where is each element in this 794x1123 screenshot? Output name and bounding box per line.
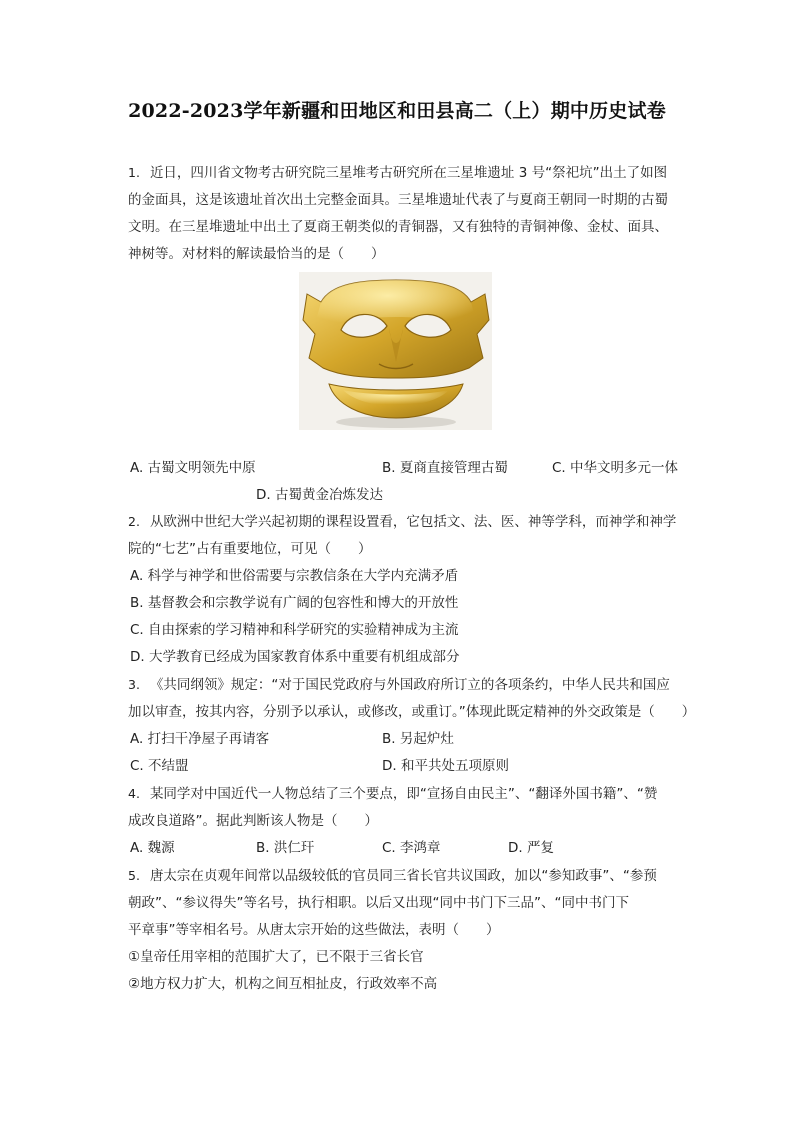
question-1-line-4: 神树等。对材料的解读最恰当的是（ ）	[128, 246, 385, 262]
question-1-option-a: A. 古蜀文明领先中原	[130, 460, 256, 476]
question-1-option-c: C. 中华文明多元一体	[552, 460, 679, 476]
question-5-statement-1: ①皇帝任用宰相的范围扩大了，已不限于三省长官	[128, 949, 424, 965]
gold-mask-image	[299, 272, 492, 430]
question-5-number: 5.	[128, 868, 140, 883]
question-5-line-1	[128, 868, 657, 884]
question-4-option-c: C. 李鸿章	[382, 840, 441, 856]
question-1-line-1	[128, 165, 667, 181]
question-4-option-a: A. 魏源	[130, 840, 175, 856]
question-5-text-1: 唐太宗在贞观年间常以品级较低的官员同三省长官共议国政，加以“参知政事”、“参预	[149, 868, 657, 884]
question-3-line-1	[128, 677, 670, 693]
question-1-option-b: B. 夏商直接管理古蜀	[382, 460, 508, 476]
question-2-option-d: D. 大学教育已经成为国家教育体系中重要有机组成部分	[130, 649, 460, 665]
question-2-option-a: A. 科学与神学和世俗需要与宗教信条在大学内充满矛盾	[130, 568, 459, 584]
question-3-option-d: D. 和平共处五项原则	[382, 758, 509, 774]
question-2-option-c: C. 自由探索的学习精神和科学研究的实验精神成为主流	[130, 622, 459, 638]
gold-mask-illustration	[299, 272, 492, 430]
question-4-text-1: 某同学对中国近代一人物总结了三个要点，即“宣扬自由民主”、“翻译外国书籍”、“赞	[149, 786, 658, 802]
question-3-option-a: A. 打扫干净屋子再请客	[130, 731, 270, 747]
question-4-option-d: D. 严复	[508, 840, 554, 856]
question-4-number: 4.	[128, 786, 140, 801]
question-4-line-2: 成改良道路”。据此判断该人物是（ ）	[128, 813, 378, 829]
question-2-text-1: 从欧洲中世纪大学兴起初期的课程设置看，它包括文、法、医、神等学科，而神学和神学	[149, 514, 677, 530]
question-2-option-b: B. 基督教会和宗教学说有广阔的包容性和博大的开放性	[130, 595, 459, 611]
question-3-line-2: 加以审查，按其内容，分别予以承认，或修改，或重订。”体现此既定精神的外交政策是（ ）	[128, 704, 696, 720]
question-5-line-3: 平章事”等宰相名号。从唐太宗开始的这些做法，表明（ ）	[128, 922, 500, 938]
question-3-option-c: C. 不结盟	[130, 758, 189, 774]
question-3-text-1: 《共同纲领》规定：“对于国民党政府与外国政府所订立的各项条约，中华人民共和国应	[149, 677, 670, 693]
question-2-number: 2.	[128, 514, 140, 529]
question-1-option-d: D. 古蜀黄金冶炼发达	[256, 487, 383, 503]
question-1-line-3: 文明。在三星堆遗址中出土了夏商王朝类似的青铜器，又有独特的青铜神像、金杖、面具、	[128, 219, 668, 235]
question-1-text-1: 近日，四川省文物考古研究院三星堆考古研究所在三星堆遗址 3 号“祭祀坑”出土了如图	[149, 165, 668, 181]
question-1-line-2: 的金面具，这是该遗址首次出土完整金面具。三星堆遗址代表了与夏商王朝同一时期的古蜀	[128, 192, 668, 208]
question-5-line-2: 朝政”、“参议得失”等名号，执行相职。以后又出现“同中书门下三品”、“同中书门下	[128, 895, 629, 911]
question-3-number: 3.	[128, 677, 140, 692]
question-4-line-1	[128, 786, 657, 802]
question-5-statement-2: ②地方权力扩大，机构之间互相扯皮，行政效率不高	[128, 976, 438, 992]
question-2-line-2: 院的“七艺”占有重要地位，可见（ ）	[128, 541, 372, 557]
question-4-option-b: B. 洪仁玕	[256, 840, 315, 856]
question-3-option-b: B. 另起炉灶	[382, 731, 454, 747]
question-1-number: 1.	[128, 165, 140, 180]
page-title: 2022-2023学年新疆和田地区和田县高二（上）期中历史试卷	[128, 100, 666, 122]
question-2-line-1	[128, 514, 676, 530]
